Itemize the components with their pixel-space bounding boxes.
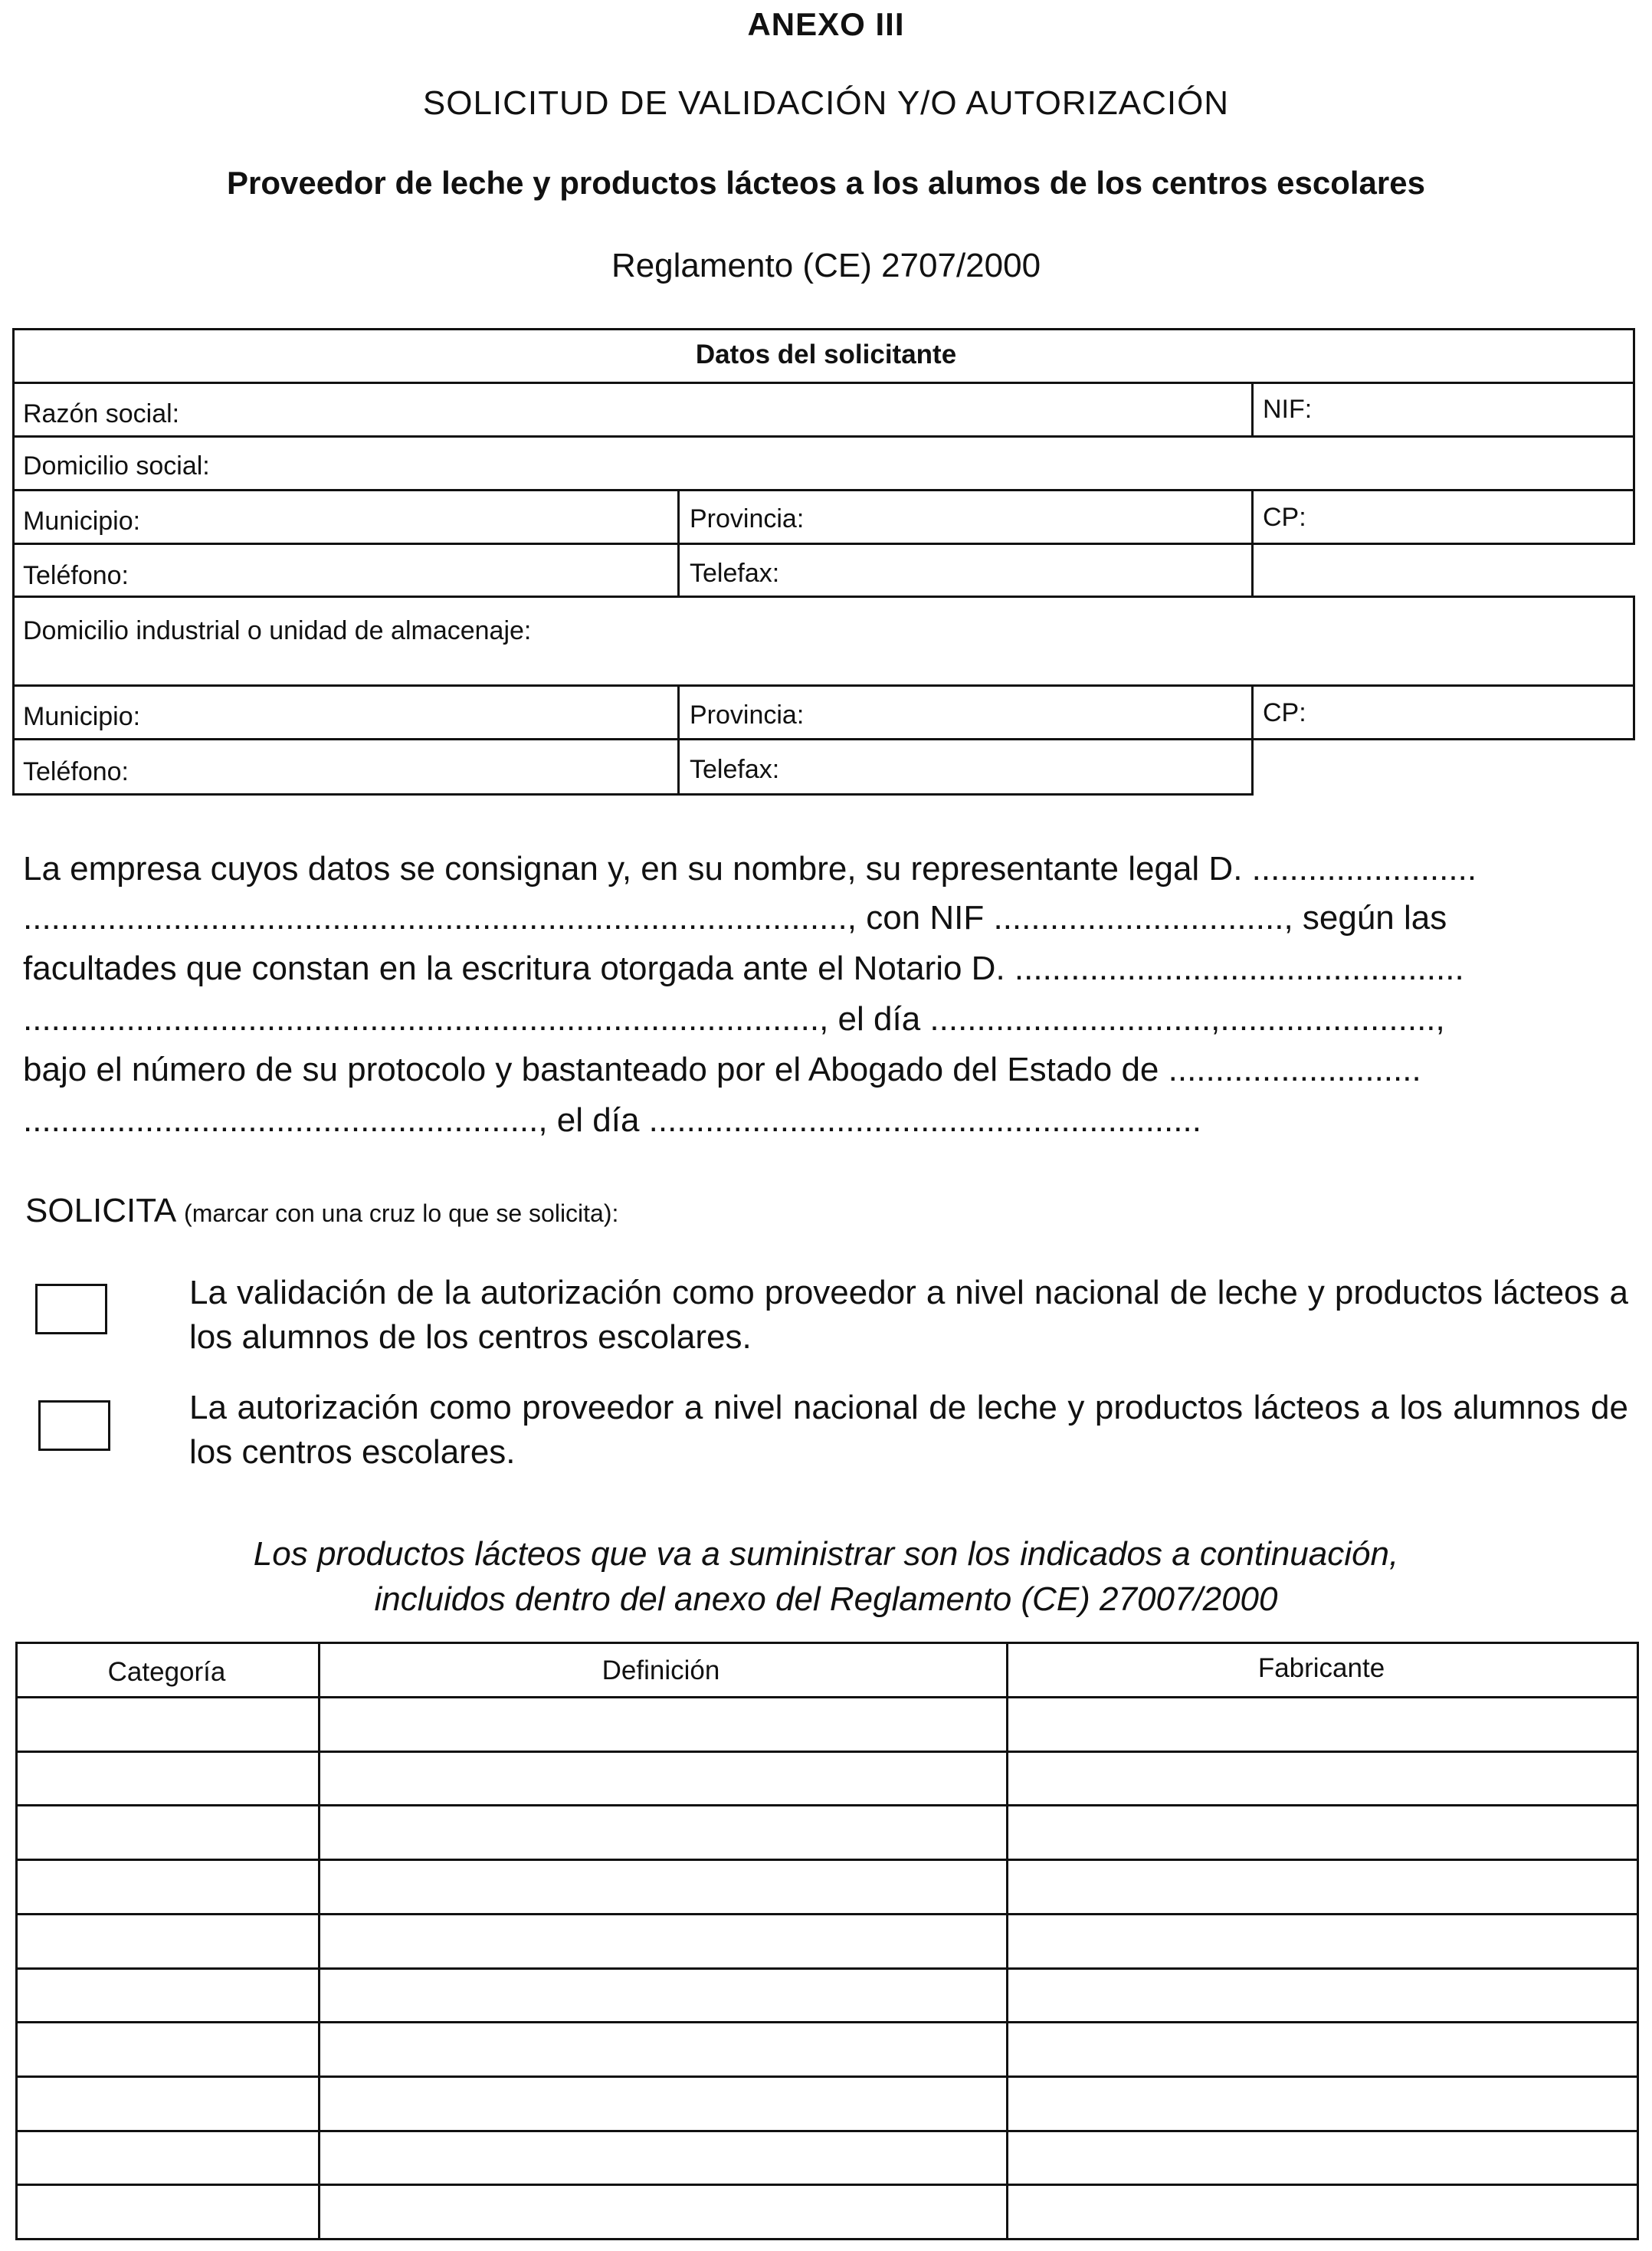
table-cell[interactable] — [18, 1915, 318, 1967]
declaration-line: ........................................................................................, con NIF ..............................., según las — [23, 899, 1447, 937]
table-cell[interactable] — [18, 1698, 318, 1751]
telefax-industrial-field[interactable]: Telefax: — [690, 755, 780, 784]
telefono-industrial-field[interactable]: Teléfono: — [23, 757, 129, 786]
table-cell[interactable] — [18, 2078, 318, 2130]
table-cell[interactable] — [18, 1970, 318, 2022]
table-border — [1251, 684, 1254, 796]
table-border — [677, 489, 680, 598]
table-border — [12, 489, 1635, 491]
municipio-field[interactable]: Municipio: — [23, 507, 141, 536]
table-border — [12, 435, 1635, 438]
domicilio-social-field[interactable]: Domicilio social: — [23, 451, 210, 481]
table-cell[interactable] — [18, 1861, 318, 1913]
declaration-line: bajo el número de su protocolo y bastanteado por el Abogado del Estado de ........................... — [23, 1051, 1421, 1088]
authorization-option-text: La autorización como proveedor a nivel nacional de leche y productos lácteos a los alumnos de los centros escolares. — [189, 1389, 1628, 1471]
table-cell[interactable] — [1008, 1753, 1637, 1805]
table-border — [1251, 489, 1254, 598]
table-border — [15, 1642, 1637, 1644]
table-cell[interactable] — [320, 1861, 1006, 1913]
table-row-border — [15, 2238, 1637, 2240]
validation-option-text: La validación de la autorización como proveedor a nivel nacional de leche y productos lácteos a los alumnos de los centros escolares. — [189, 1274, 1628, 1356]
table-cell[interactable] — [320, 1970, 1006, 2022]
table-cell[interactable] — [320, 1915, 1006, 1967]
table-border — [12, 382, 1635, 384]
authorization-checkbox[interactable] — [38, 1400, 110, 1451]
validation-checkbox[interactable] — [35, 1284, 107, 1334]
products-intro: Los productos lácteos que va a suministrar son los indicados a continuación, — [253, 1535, 1399, 1573]
table-cell[interactable] — [18, 1806, 318, 1859]
table-border — [1251, 382, 1254, 437]
table-cell[interactable] — [1008, 2023, 1637, 2075]
table-border — [12, 684, 1635, 687]
declaration-line: ......................................................., el día ........................................................... — [23, 1101, 1201, 1139]
table-border — [12, 328, 15, 796]
table-border — [677, 684, 680, 796]
nif-field[interactable]: NIF: — [1263, 395, 1313, 424]
declaration-line: La empresa cuyos datos se consignan y, en su nombre, su representante legal D. ........................ — [23, 850, 1477, 888]
table-cell[interactable] — [1008, 1861, 1637, 1913]
table-cell[interactable] — [320, 1806, 1006, 1859]
table-cell[interactable] — [18, 2132, 318, 2184]
applicant-section-title: Datos del solicitante — [695, 340, 957, 369]
annex-title: ANEXO III — [747, 6, 905, 42]
regulation-reference: Reglamento (CE) 2707/2000 — [611, 247, 1041, 284]
table-cell[interactable] — [18, 2023, 318, 2075]
table-border — [12, 738, 1635, 740]
document-subtitle: Proveedor de leche y productos lácteos a los alumos de los centros escolares — [227, 165, 1425, 201]
domicilio-industrial-field[interactable]: Domicilio industrial o unidad de almacenaje: — [23, 616, 532, 645]
declaration-line: facultades que constan en la escritura otorgada ante el Notario D. ................................................ — [23, 950, 1464, 987]
table-cell[interactable] — [1008, 1915, 1637, 1967]
column-header-categoria: Categoría — [107, 1657, 226, 1687]
razon-social-field[interactable]: Razón social: — [23, 399, 180, 428]
table-cell[interactable] — [320, 1753, 1006, 1805]
table-border — [12, 596, 1635, 598]
table-cell[interactable] — [1008, 1970, 1637, 2022]
table-cell[interactable] — [1008, 1806, 1637, 1859]
telefax-field[interactable]: Telefax: — [690, 559, 780, 588]
column-header-definicion: Definición — [601, 1655, 720, 1685]
column-header-fabricante: Fabricante — [1257, 1653, 1385, 1683]
products-intro: incluidos dentro del anexo del Reglamento (CE) 27007/2000 — [374, 1580, 1278, 1618]
provincia-industrial-field[interactable]: Provincia: — [690, 701, 805, 730]
table-cell[interactable] — [1008, 2132, 1637, 2184]
request-heading — [25, 1192, 618, 1230]
table-cell[interactable] — [320, 2132, 1006, 2184]
request-note: (marcar con una cruz lo que se solicita): — [184, 1199, 619, 1227]
table-cell[interactable] — [1008, 1698, 1637, 1751]
table-cell[interactable] — [320, 2186, 1006, 2238]
table-cell[interactable] — [1008, 2078, 1637, 2130]
table-cell[interactable] — [18, 1753, 318, 1805]
table-cell[interactable] — [320, 2078, 1006, 2130]
table-cell[interactable] — [320, 1698, 1006, 1751]
request-label: SOLICITA — [25, 1192, 175, 1229]
document-title: SOLICITUD DE VALIDACIÓN Y/O AUTORIZACIÓN — [422, 84, 1230, 122]
table-cell[interactable] — [18, 2186, 318, 2238]
table-border — [1633, 596, 1635, 740]
cp-industrial-field[interactable]: CP: — [1263, 698, 1306, 727]
telefono-field[interactable]: Teléfono: — [23, 561, 129, 590]
table-cell[interactable] — [320, 2023, 1006, 2075]
declaration-line: ....................................................................................., el día ..............................,......................., — [23, 1000, 1445, 1038]
cp-field[interactable]: CP: — [1263, 503, 1306, 532]
provincia-field[interactable]: Provincia: — [690, 504, 805, 533]
municipio-industrial-field[interactable]: Municipio: — [23, 702, 141, 731]
table-border — [12, 793, 1254, 796]
table-cell[interactable] — [1008, 2186, 1637, 2238]
table-border — [1637, 1642, 1639, 2240]
table-border — [12, 328, 1635, 330]
table-border — [12, 543, 1635, 545]
